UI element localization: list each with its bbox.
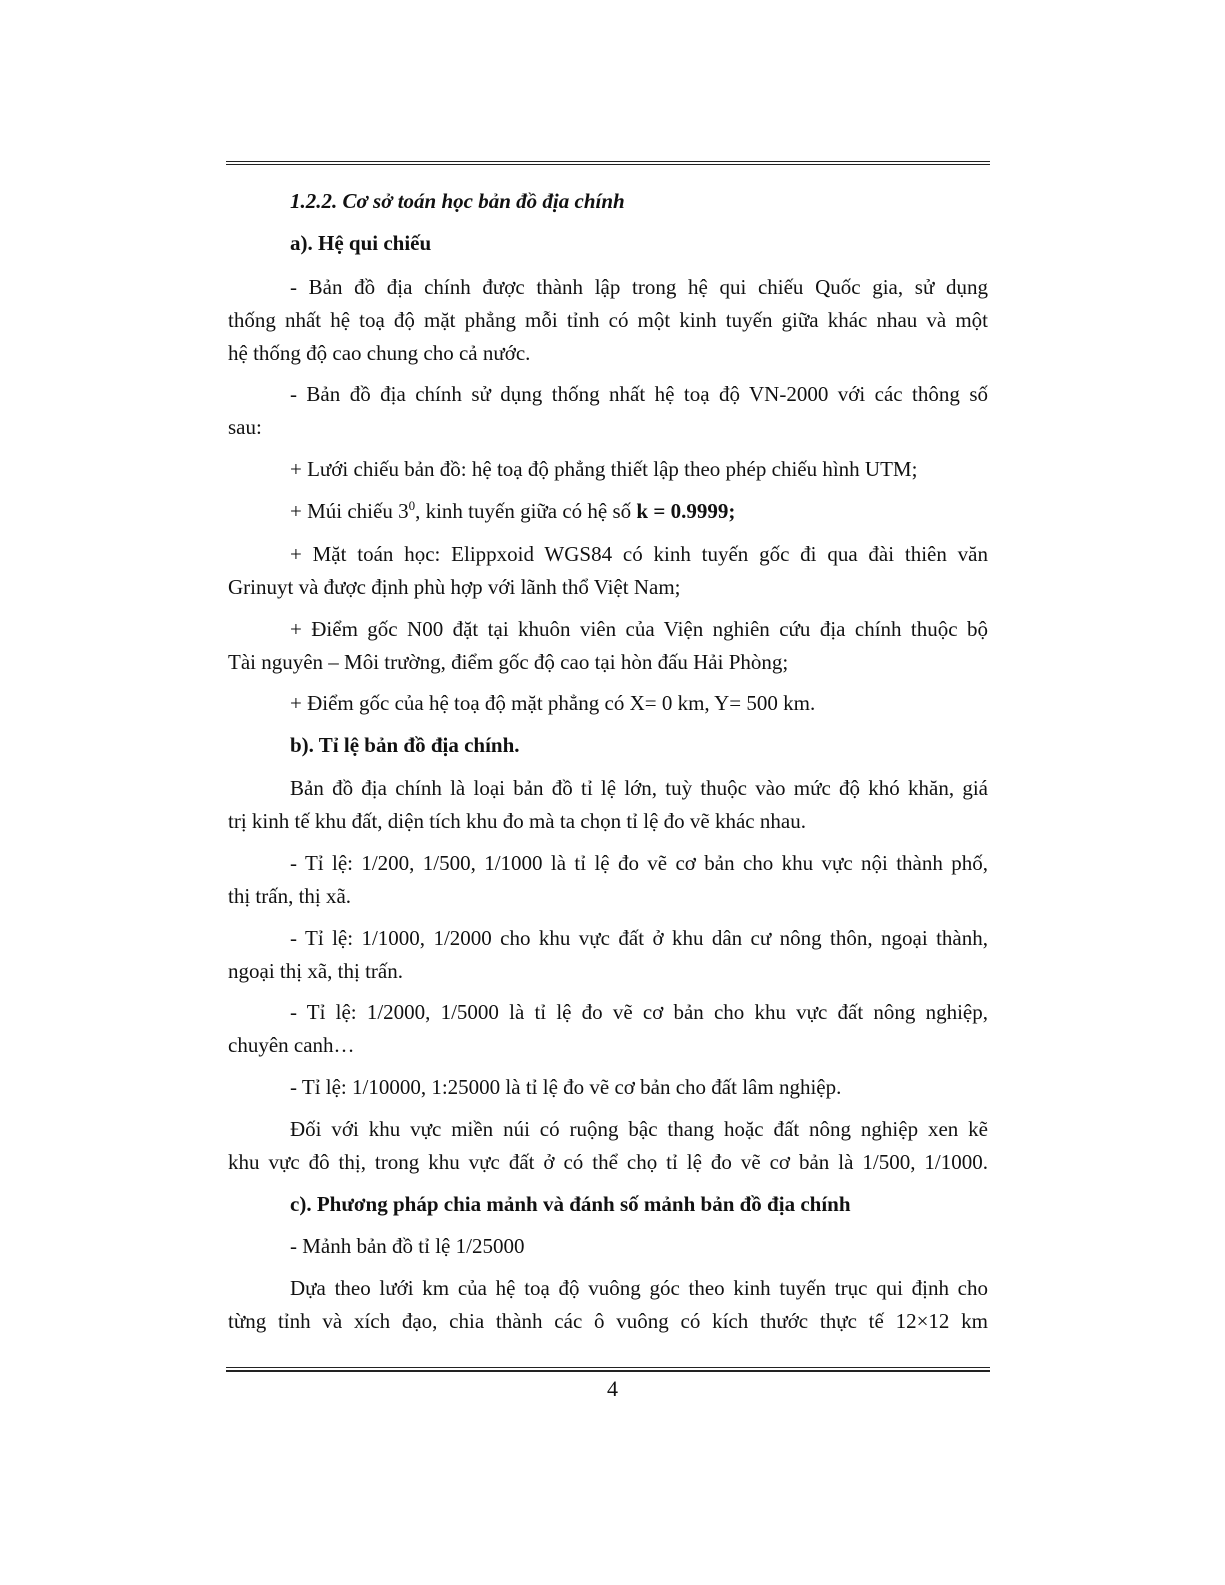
text-run: + Múi chiếu 3 [290,499,409,523]
list-item: + Lưới chiếu bản đồ: hệ toạ độ phẳng thiết lập theo phép chiếu hình UTM; [290,457,918,481]
section-heading: 1.2.2. Cơ sở toán học bản đồ địa chính [290,189,625,213]
header-rule-inner [226,164,990,165]
list-item: + Mặt toán học: Elippxoid WGS84 có kinh tuyến gốc đi qua đài thiên văn [290,542,988,566]
paragraph-line: khu vực đô thị, trong khu vực đất ở có thể chọ tỉ lệ đo vẽ cơ bản là 1/500, 1/1000. [228,1150,988,1174]
coefficient: k = 0.9999; [636,499,736,523]
list-item: - Tỉ lệ: 1/10000, 1:25000 là tỉ lệ đo vẽ cơ bản cho đất lâm nghiệp. [290,1075,842,1099]
paragraph-line: Dựa theo lưới km của hệ toạ độ vuông góc theo kinh tuyến trục qui định cho [290,1276,988,1300]
paragraph-line: thị trấn, thị xã. [228,884,352,908]
text-run: , kinh tuyến giữa có hệ số [415,499,637,523]
list-item: + Điểm gốc của hệ toạ độ mặt phẳng có X= 0 km, Y= 500 km. [290,691,816,715]
paragraph-line: trị kinh tế khu đất, diện tích khu đo mà ta chọn tỉ lệ đo vẽ khác nhau. [228,809,806,833]
page-number: 4 [607,1376,618,1401]
paragraph-line: - Bản đồ địa chính sử dụng thống nhất hệ toạ độ VN-2000 với các thông số [290,382,988,406]
subsection-b-title: b). Tỉ lệ bản đồ địa chính. [290,733,520,757]
paragraph-line: từng tỉnh và xích đạo, chia thành các ô vuông có kích thước thực tế 12×12 km [228,1309,988,1333]
subsection-a-title: a). Hệ qui chiếu [290,231,432,255]
list-item: - Tỉ lệ: 1/200, 1/500, 1/1000 là tỉ lệ đo vẽ cơ bản cho khu vực nội thành phố, [290,851,988,875]
paragraph-line: - Bản đồ địa chính được thành lập trong hệ qui chiếu Quốc gia, sử dụng [290,275,988,299]
paragraph-line: hệ thống độ cao chung cho cả nước. [228,341,531,365]
footer-rule-thick [226,1370,990,1372]
paragraph-line: chuyên canh… [228,1033,355,1057]
paragraph-line: Grinuyt và được định phù hợp với lãnh thổ Việt Nam; [228,575,681,599]
list-item [290,498,988,524]
list-item: - Tỉ lệ: 1/1000, 1/2000 cho khu vực đất ở khu dân cư nông thôn, ngoại thành, [290,926,988,950]
list-item: - Tỉ lệ: 1/2000, 1/5000 là tỉ lệ đo vẽ cơ bản cho khu vực đất nông nghiệp, [290,1000,988,1024]
footer-rule [226,1367,990,1368]
list-item: + Điểm gốc N00 đặt tại khuôn viên của Viện nghiên cứu địa chính thuộc bộ [290,617,988,641]
paragraph-line: thống nhất hệ toạ độ mặt phẳng mỗi tỉnh có một kinh tuyến giữa khác nhau và một [228,308,988,332]
header-rule [226,161,990,162]
list-item: - Mảnh bản đồ tỉ lệ 1/25000 [290,1234,525,1258]
superscript: 0 [408,498,416,513]
paragraph-line: Tài nguyên – Môi trường, điểm gốc độ cao tại hòn đấu Hải Phòng; [228,650,789,674]
paragraph-line: Bản đồ địa chính là loại bản đồ tỉ lệ lớn, tuỳ thuộc vào mức độ khó khăn, giá [290,776,988,800]
paragraph-line: ngoại thị xã, thị trấn. [228,959,403,983]
paragraph-line: sau: [228,415,262,439]
subsection-c-title: c). Phương pháp chia mảnh và đánh số mảnh bản đồ địa chính [290,1192,851,1216]
paragraph-line: Đối với khu vực miền núi có ruộng bậc thang hoặc đất nông nghiệp xen kẽ [290,1117,988,1141]
